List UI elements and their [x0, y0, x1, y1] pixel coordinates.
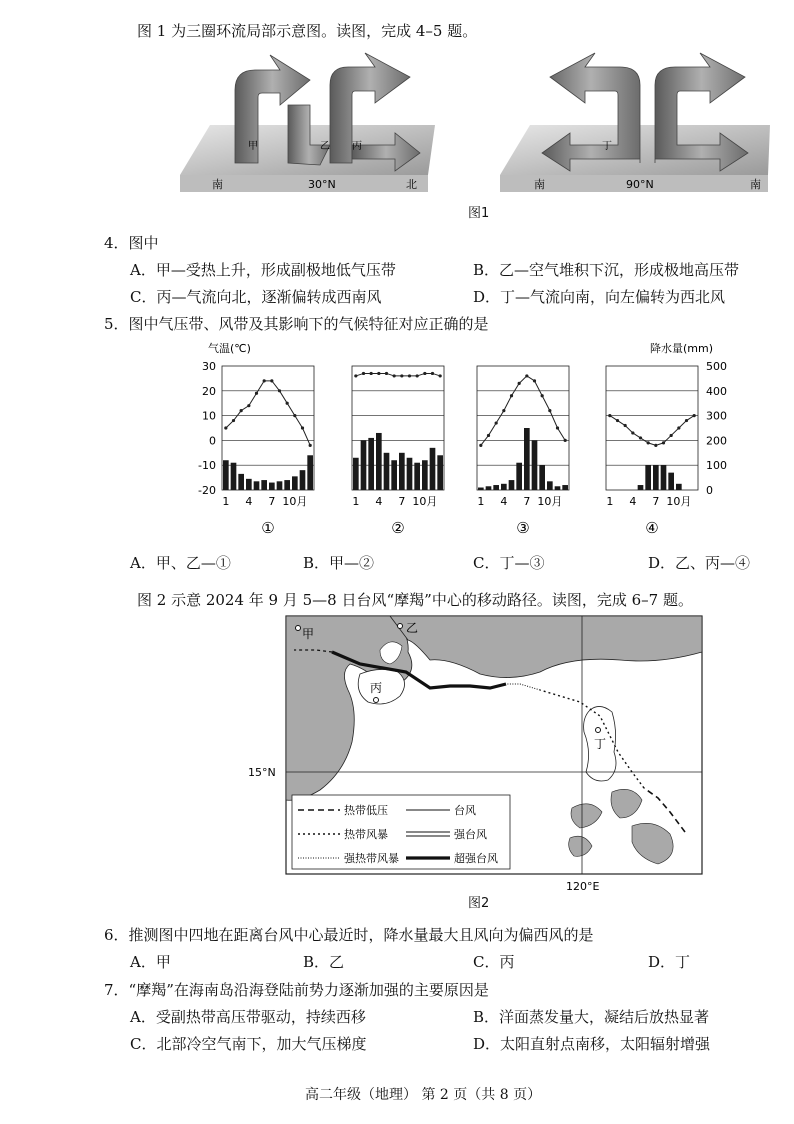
month-tick-label: 7 [523, 495, 531, 508]
temp-point [270, 379, 273, 382]
month-tick-label: 1 [477, 495, 485, 508]
chart-number-label: ② [391, 519, 405, 537]
precip-bar [399, 453, 405, 490]
month-tick-label: 1 [606, 495, 614, 508]
q6-option-a: A．甲 [130, 953, 171, 971]
temp-point [370, 372, 373, 375]
precip-bar [231, 463, 237, 490]
q4-stem: 4．图中 [104, 234, 159, 252]
precip-bar [223, 460, 229, 490]
legend-strong-typhoon: 强台风 [454, 828, 487, 841]
intro-fig1: 图 1 为三圈环流局部示意图。读图，完成 4–5 题。 [137, 22, 478, 40]
month-tick-label: 4 [245, 495, 253, 508]
month-tick-label: 7 [268, 495, 276, 508]
precip-bar [307, 455, 313, 490]
q7-option-b: B．洋面蒸发量大，凝结后放热显著 [473, 1008, 710, 1026]
precip-bar [638, 485, 644, 490]
precip-bar [486, 486, 492, 490]
q5-option-d: D．乙、丙—④ [648, 554, 751, 572]
precip-bar [478, 488, 484, 490]
q5-stem: 5．图中气压带、风带及其影响下的气候特征对应正确的是 [104, 315, 489, 333]
precip-bar [668, 473, 674, 490]
precip-tick-label: 0 [706, 484, 713, 497]
temp-point [400, 374, 403, 377]
temp-tick-label: -10 [198, 459, 216, 473]
q6-option-b: B．乙 [303, 953, 345, 971]
right-cell-arrow-1 [542, 53, 640, 171]
legend-severe-storm: 强热带风暴 [344, 852, 399, 865]
q7-option-d: D．太阳直射点南移，太阳辐射增强 [473, 1035, 711, 1053]
chart-number-label: ④ [645, 519, 659, 537]
temp-point [541, 394, 544, 397]
precip-bar [661, 465, 667, 490]
label-north: 北 [406, 178, 417, 191]
climate-panel [222, 366, 314, 537]
temp-tick-label: 0 [209, 434, 216, 448]
q6-option-d: D．丁 [648, 953, 691, 971]
climate-charts [190, 336, 730, 546]
month-tick-label: 4 [375, 495, 383, 508]
q6-stem: 6．推测图中四地在距离台风中心最近时，降水量最大且风向为偏西风的是 [104, 926, 594, 944]
temp-point [556, 426, 559, 429]
precip-bar [246, 479, 252, 490]
temp-point [224, 426, 227, 429]
q5-option-a: A．甲、乙—① [130, 554, 231, 572]
label-south: 南 [212, 178, 223, 191]
precip-tick-label: 400 [706, 384, 727, 398]
month-tick-label: 10月 [666, 495, 692, 508]
figure1 [170, 45, 770, 220]
lat-label: 15°N [248, 766, 276, 779]
temp-point [677, 426, 680, 429]
figure2-map [240, 612, 710, 897]
precip-bar [407, 458, 413, 490]
month-tick-label: 4 [500, 495, 508, 508]
label-yi: 乙 [320, 141, 330, 152]
temp-point [518, 382, 521, 385]
label-bing: 丙 [352, 141, 362, 152]
precip-bar [539, 465, 545, 490]
q4-option-a: A．甲—受热上升，形成副极地低气压带 [130, 261, 396, 279]
temp-point [693, 414, 696, 417]
place-jia: 甲 [302, 627, 315, 641]
right-cell-arrow-2 [655, 53, 748, 171]
temp-point [685, 419, 688, 422]
temp-point [662, 441, 665, 444]
temp-point [548, 409, 551, 412]
label-90n: 90°N [626, 178, 654, 191]
q4-option-c: C．丙—气流向北，逐渐偏转成西南风 [130, 288, 382, 306]
precip-bar [300, 470, 306, 490]
chart-number-label: ① [261, 519, 275, 537]
temp-point [624, 424, 627, 427]
temp-tick-label: 30 [202, 360, 216, 373]
q7-option-a: A．受副热带高压带驱动，持续西移 [130, 1008, 366, 1026]
legend-super-typhoon: 超强台风 [454, 852, 498, 865]
precip-bar [238, 474, 244, 490]
q4-option-d: D．丁—气流向南，向左偏转为西北风 [473, 288, 726, 306]
precip-bar [524, 428, 530, 490]
temp-point [240, 409, 243, 412]
legend-storm: 热带风暴 [344, 828, 388, 841]
precip-bar [645, 465, 651, 490]
place-bing: 丙 [370, 681, 383, 695]
precip-bar [422, 460, 428, 490]
precip-bar [676, 484, 682, 490]
fig1-caption: 图1 [468, 206, 490, 221]
q5-option-b: B．甲—② [303, 554, 375, 572]
precip-bar [277, 481, 283, 490]
temp-point [408, 374, 411, 377]
lon-label: 120°E [566, 880, 600, 893]
month-tick-label: 7 [398, 495, 406, 508]
precip-bar [292, 476, 298, 490]
temp-point [533, 379, 536, 382]
precip-bar [368, 438, 374, 490]
temp-point [525, 374, 528, 377]
temp-point [631, 431, 634, 434]
precip-bar [254, 481, 260, 490]
precip-tick-label: 200 [706, 434, 727, 448]
place-yi-dot [398, 624, 403, 629]
temp-point [639, 436, 642, 439]
temp-point [301, 426, 304, 429]
temp-point [286, 402, 289, 405]
precip-tick-label: 300 [706, 409, 727, 423]
q6-option-c: C．丙 [473, 953, 515, 971]
precip-bar [516, 463, 522, 490]
month-tick-label: 7 [652, 495, 660, 508]
temp-point [502, 409, 505, 412]
label-ding: 丁 [602, 141, 612, 152]
precip-bar [493, 485, 499, 490]
q5-option-c: C．丁—③ [473, 554, 545, 572]
temp-point [247, 404, 250, 407]
fig2-caption: 图2 [468, 896, 490, 911]
temp-point [393, 374, 396, 377]
precip-bar [261, 480, 267, 490]
chart-number-label: ③ [516, 519, 530, 537]
month-tick-label: 10月 [282, 495, 308, 508]
climate-panel [606, 366, 698, 537]
temp-point [510, 394, 513, 397]
temp-point [647, 441, 650, 444]
month-tick-label: 1 [352, 495, 360, 508]
temp-point [431, 372, 434, 375]
temp-point [495, 421, 498, 424]
temp-point [377, 372, 380, 375]
label-30n: 30°N [308, 178, 336, 191]
month-tick-label: 1 [222, 495, 230, 508]
precip-bar [547, 481, 553, 490]
page-footer: 高二年级（地理） 第 2 页（共 8 页） [305, 1087, 542, 1103]
temp-point [487, 434, 490, 437]
precip-bar [430, 448, 436, 490]
precip-bar [555, 486, 561, 490]
precip-bar [562, 485, 568, 490]
place-jia-dot [296, 626, 301, 631]
temp-point [263, 379, 266, 382]
temp-point [616, 419, 619, 422]
temp-point [362, 372, 365, 375]
place-ding: 丁 [594, 737, 607, 751]
precip-bar [269, 483, 275, 490]
month-tick-label: 10月 [537, 495, 563, 508]
precip-bar [501, 484, 507, 490]
temp-tick-label: 20 [202, 384, 216, 398]
temp-tick-label: 10 [202, 409, 216, 423]
q7-option-c: C．北部冷空气南下，加大气压梯度 [130, 1035, 367, 1053]
legend-depression: 热带低压 [344, 804, 388, 817]
temp-point [278, 389, 281, 392]
q4-option-b: B．乙—空气堆积下沉，形成极地高压带 [473, 261, 740, 279]
precip-bar [376, 433, 382, 490]
precip-axis-label: 降水量(mm) [650, 342, 714, 355]
month-tick-label: 10月 [412, 495, 438, 508]
temp-point [479, 444, 482, 447]
temp-point [385, 372, 388, 375]
precip-bar [384, 453, 390, 490]
precip-bar [509, 480, 515, 490]
q7-stem: 7．“摩羯”在海南岛沿海登陆前势力逐渐加强的主要原因是 [104, 981, 489, 999]
place-bing-dot [374, 698, 379, 703]
precip-bar [361, 440, 367, 490]
temp-point [232, 419, 235, 422]
temp-point [670, 434, 673, 437]
place-ding-dot [596, 728, 601, 733]
temp-point [423, 372, 426, 375]
temp-point [416, 374, 419, 377]
temp-point [439, 374, 442, 377]
label-south-r2: 南 [750, 178, 761, 191]
temp-point [309, 444, 312, 447]
climate-panel [477, 366, 569, 537]
temp-point [293, 414, 296, 417]
label-jia: 甲 [248, 141, 258, 152]
precip-bar [437, 455, 443, 490]
temp-point [255, 392, 258, 395]
precip-bar [353, 458, 359, 490]
precip-bar [414, 463, 420, 490]
label-south-r1: 南 [534, 178, 545, 191]
temp-axis-label: 气温(℃) [208, 342, 251, 355]
precip-bar [653, 465, 659, 490]
temp-point [608, 414, 611, 417]
precip-bar [391, 460, 397, 490]
precip-bar [532, 440, 538, 490]
month-tick-label: 4 [629, 495, 637, 508]
temp-point [654, 444, 657, 447]
intro-fig2: 图 2 示意 2024 年 9 月 5—8 日台风“摩羯”中心的移动路径。读图，完成 6–7 题。 [137, 591, 693, 609]
temp-point [354, 374, 357, 377]
temp-tick-label: -20 [198, 484, 216, 497]
legend-typhoon: 台风 [454, 804, 476, 817]
precip-tick-label: 100 [706, 459, 727, 473]
temp-point [564, 439, 567, 442]
panel-frame [606, 366, 698, 490]
climate-panel [352, 366, 444, 537]
place-yi: 乙 [406, 621, 419, 635]
precip-bar [284, 480, 290, 490]
precip-tick-label: 500 [706, 360, 727, 373]
panel-frame [477, 366, 569, 490]
